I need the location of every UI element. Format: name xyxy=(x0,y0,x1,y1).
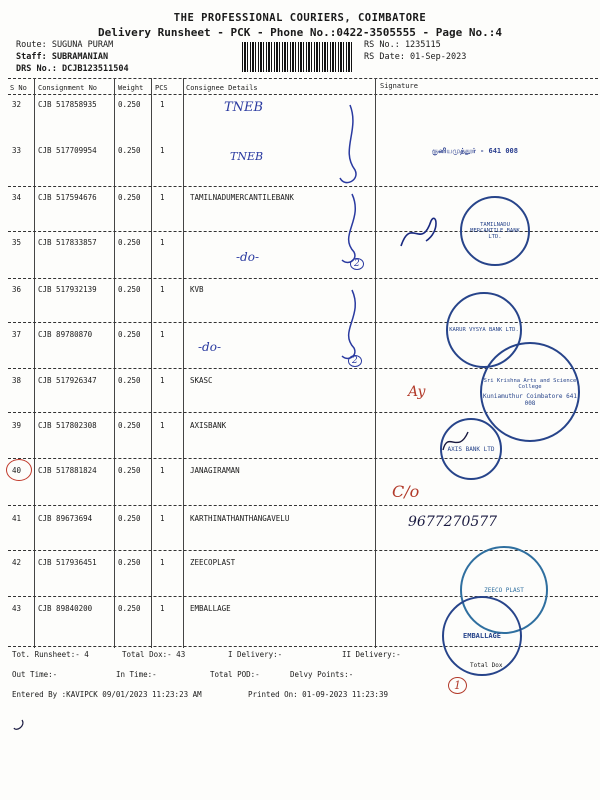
handwritten-note: TNEB xyxy=(230,150,264,163)
tamil-office-stamp xyxy=(388,110,538,172)
row-consignment-no: CJB 89673694 xyxy=(38,514,93,523)
col-header-sno: S No xyxy=(10,84,27,92)
row-consignment-no: CJB 89840200 xyxy=(38,604,93,613)
row-consignment-no: CJB 517936451 xyxy=(38,558,97,567)
row-sno: 42 xyxy=(12,558,22,567)
row-pcs: 1 xyxy=(160,193,165,202)
row-weight: 0.250 xyxy=(118,376,141,385)
col-divider xyxy=(375,78,376,648)
stamp-text: குனியமுத்தூர் - 641 008 xyxy=(431,147,518,155)
delivery-points: Delvy Points:- xyxy=(290,670,354,679)
row-pcs: 1 xyxy=(160,604,165,613)
in-time: In Time:- xyxy=(116,670,157,679)
runsheet-subtitle: Delivery Runsheet - PCK - Phone No.:0422-3505555 - Page No.:4 xyxy=(98,26,502,39)
row-weight: 0.250 xyxy=(118,421,141,430)
row-consignment-no: CJB 517709954 xyxy=(38,146,97,155)
row-weight: 0.250 xyxy=(118,330,141,339)
staff: Staff: SUBRAMANIAN xyxy=(16,52,109,62)
col-divider xyxy=(114,78,115,648)
handwritten-note: -do- xyxy=(198,340,222,354)
i-delivery: I Delivery:- xyxy=(228,650,283,659)
row-pcs: 1 xyxy=(160,100,165,109)
row-consignment-no: CJB 517833857 xyxy=(38,238,97,247)
stamp-text: EMBALLAGE xyxy=(463,632,501,640)
handwritten-note: TNEB xyxy=(224,100,264,115)
row-pcs: 1 xyxy=(160,285,165,294)
row-sno: 37 xyxy=(12,330,22,339)
total-pod: Total POD:- xyxy=(210,670,260,679)
bank-stamp xyxy=(440,418,502,480)
row-separator xyxy=(8,505,598,506)
row-weight: 0.250 xyxy=(118,146,141,155)
row-pcs: 1 xyxy=(160,514,165,523)
row-weight: 0.250 xyxy=(118,514,141,523)
barcode xyxy=(242,42,354,72)
college-stamp xyxy=(480,342,580,442)
row-consignee: SKASC xyxy=(190,376,213,385)
drs-number: DRS No.: DCJB123511504 xyxy=(16,64,129,74)
col-header-weight: Weight xyxy=(118,84,144,92)
row-sno: 40 xyxy=(12,466,22,475)
signature-scribble xyxy=(330,100,370,190)
row-weight: 0.250 xyxy=(118,100,141,109)
out-time: Out Time:- xyxy=(12,670,58,679)
col-divider xyxy=(183,78,184,648)
row-consignment-no: CJB 517926347 xyxy=(38,376,97,385)
row-consignment-no: CJB 517802308 xyxy=(38,421,97,430)
stamp-text: AXIS BANK LTD xyxy=(447,445,495,453)
row-separator xyxy=(8,186,598,187)
table-header-rule xyxy=(8,94,598,95)
col-divider xyxy=(151,78,152,648)
row-consignee: AXISBANK xyxy=(190,421,227,430)
row-sno: 34 xyxy=(12,193,22,202)
signature-scribble xyxy=(396,206,446,256)
row-consignee: KARTHINATHANTHANGAVELU xyxy=(190,514,290,523)
stamp-text: ZEECO PLAST xyxy=(484,586,524,594)
handwritten-signature: Ay xyxy=(408,384,426,400)
bank-stamp xyxy=(460,196,530,266)
row-sno: 41 xyxy=(12,514,22,523)
row-consignee: EMBALLAGE xyxy=(190,604,231,613)
row-pcs: 1 xyxy=(160,146,165,155)
stamp-text: KARUR VYSYA BANK LTD. xyxy=(449,327,519,333)
row-weight: 0.250 xyxy=(118,238,141,247)
row-consignment-no: CJB 517594676 xyxy=(38,193,97,202)
stamp-text: TAMILNADU MERCANTILE BANK LTD. xyxy=(470,222,520,240)
row-separator xyxy=(8,278,598,279)
total-dox: Total Dox:- 43 xyxy=(122,650,186,659)
pen-mark xyxy=(12,718,26,734)
row-sno: 38 xyxy=(12,376,22,385)
row-consignment-no: CJB 89780870 xyxy=(38,330,93,339)
row-pcs: 1 xyxy=(160,238,165,247)
col-header-signature: Signature xyxy=(380,82,418,90)
stamp-text: Kuniamuthur Coimbatore 641 008 xyxy=(483,392,577,407)
row-consignee: JANAGIRAMAN xyxy=(190,466,240,475)
rs-date: RS Date: 01-Sep-2023 xyxy=(364,52,467,62)
row-consignment-no: CJB 517881824 xyxy=(38,466,97,475)
row-pcs: 1 xyxy=(160,466,165,475)
row-pcs: 1 xyxy=(160,558,165,567)
entered-by: Entered By :KAVIPCK 09/01/2023 11:23:23 AM xyxy=(12,690,202,699)
row-pcs: 1 xyxy=(160,330,165,339)
handwritten-number: 2 xyxy=(348,355,362,367)
handwritten-signature: C/o xyxy=(392,482,420,501)
col-header-consignee: Consignee Details xyxy=(186,84,258,92)
row-weight: 0.250 xyxy=(118,466,141,475)
handwritten-note: -do- xyxy=(236,250,260,264)
row-sno: 36 xyxy=(12,285,22,294)
handwritten-number: 1 xyxy=(448,677,467,694)
rs-number: RS No.: 1235115 xyxy=(364,40,441,50)
table-top-rule xyxy=(8,78,598,79)
col-divider xyxy=(34,78,35,648)
row-weight: 0.250 xyxy=(118,193,141,202)
row-sno: 32 xyxy=(12,100,22,109)
stamp-text: Sri Krishna Arts and Science College xyxy=(483,377,577,390)
signature-scribble xyxy=(330,286,370,366)
row-consignee: TAMILNADUMERCANTILEBANK xyxy=(190,193,294,202)
row-sno: 43 xyxy=(12,604,22,613)
row-weight: 0.250 xyxy=(118,604,141,613)
row-separator xyxy=(8,458,598,459)
row-weight: 0.250 xyxy=(118,558,141,567)
company-name: THE PROFESSIONAL COURIERS, COIMBATORE xyxy=(173,12,427,24)
row-weight: 0.250 xyxy=(118,285,141,294)
row-sno: 39 xyxy=(12,421,22,430)
printed-on: Printed On: 01-09-2023 11:23:39 xyxy=(248,690,388,699)
row-consignee: ZEECOPLAST xyxy=(190,558,236,567)
ii-delivery: II Delivery:- xyxy=(342,650,401,659)
signature-scribble xyxy=(330,190,370,270)
handwritten-number: 2 xyxy=(350,258,364,270)
handwritten-phone: 9677270577 xyxy=(408,514,498,530)
row-consignment-no: CJB 517858935 xyxy=(38,100,97,109)
route: Route: SUGUNA PURAM xyxy=(16,40,114,50)
row-pcs: 1 xyxy=(160,376,165,385)
row-sno: 33 xyxy=(12,146,22,155)
total-runsheet: Tot. Runsheet:- 4 xyxy=(12,650,89,659)
row-consignment-no: CJB 517932139 xyxy=(38,285,97,294)
col-header-consignment: Consignment No xyxy=(38,84,98,92)
total-dox-label: Total Dox xyxy=(470,662,503,669)
col-header-pcs: PCS xyxy=(155,84,168,92)
row-sno: 35 xyxy=(12,238,22,247)
red-circle-mark xyxy=(6,459,32,481)
row-consignee: KVB xyxy=(190,285,204,294)
row-pcs: 1 xyxy=(160,421,165,430)
